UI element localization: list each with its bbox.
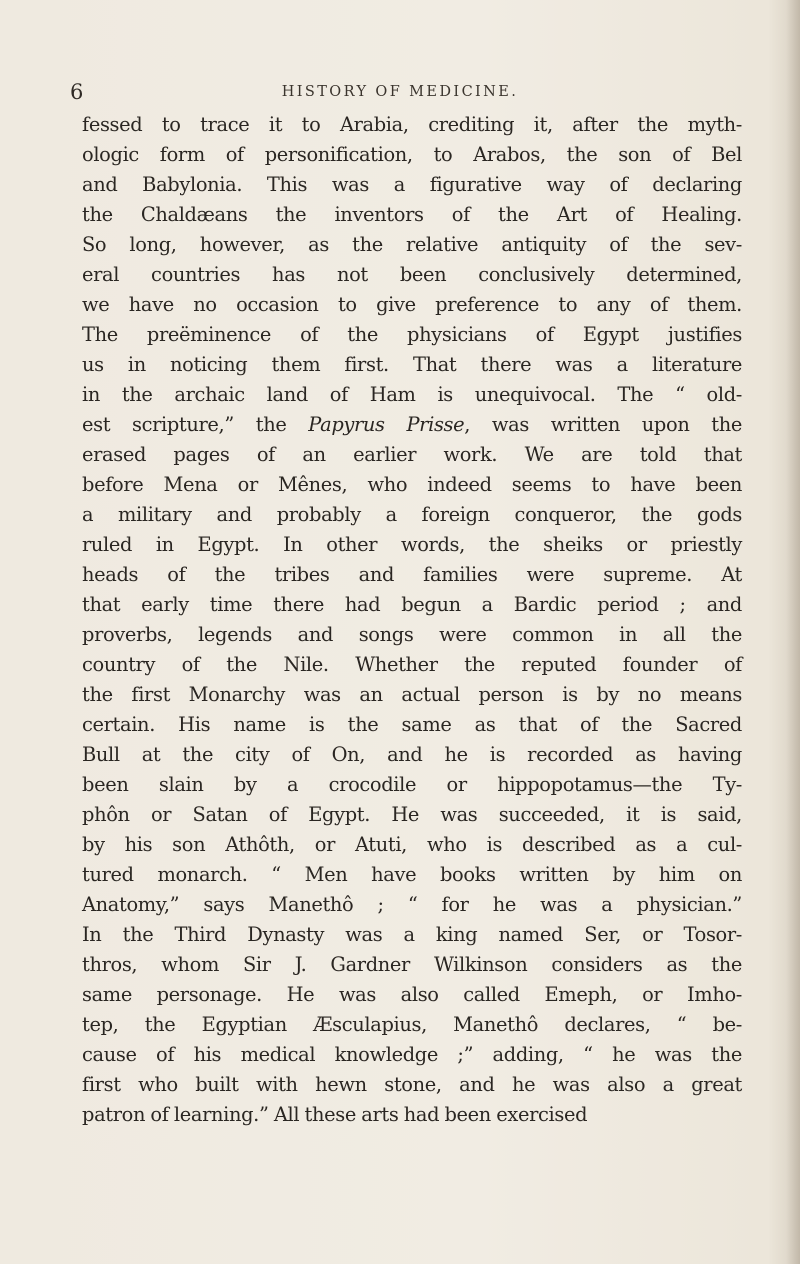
page-number: 6 bbox=[70, 80, 84, 104]
text-line: us in noticing them first. That there was a literature bbox=[82, 353, 742, 376]
text-line: tep, the Egyptian Æsculapius, Manethô declares, “ be- bbox=[82, 1013, 742, 1036]
text-line: that early time there had begun a Bardic period ; and bbox=[82, 593, 742, 616]
text-line: heads of the tribes and families were supreme. At bbox=[82, 563, 742, 586]
running-head bbox=[70, 80, 730, 104]
body-text bbox=[82, 110, 742, 1130]
text-line: a military and probably a foreign conqueror, the gods bbox=[82, 503, 742, 526]
text-line: tured monarch. “ Men have books written by him on bbox=[82, 863, 742, 886]
text-line: the first Monarchy was an actual person is by no means bbox=[82, 683, 742, 706]
text-line: country of the Nile. Whether the reputed founder of bbox=[82, 653, 742, 676]
page-edge-shadow bbox=[786, 0, 800, 1264]
text-line: same personage. He was also called Emeph, or Imho- bbox=[82, 983, 742, 1006]
text-line: Anatomy,” says Manethô ; “ for he was a physician.” bbox=[82, 893, 742, 916]
text-line: ruled in Egypt. In other words, the sheiks or priestly bbox=[82, 533, 742, 556]
text-line: ologic form of personification, to Arabos, the son of Bel bbox=[82, 143, 742, 166]
text-line: Bull at the city of On, and he is recorded as having bbox=[82, 743, 742, 766]
text-line: fessed to trace it to Arabia, crediting it, after the myth- bbox=[82, 113, 742, 136]
text-line: we have no occasion to give preference to any of them. bbox=[82, 293, 742, 316]
text-line: eral countries has not been conclusively determined, bbox=[82, 263, 742, 286]
text-line: In the Third Dynasty was a king named Ser, or Tosor- bbox=[82, 923, 742, 946]
text-segment: est scripture,” the bbox=[82, 413, 309, 436]
text-line: cause of his medical knowledge ;” adding, “ he was the bbox=[82, 1043, 742, 1066]
text-segment: , was written upon the bbox=[464, 413, 742, 436]
text-line-with-italic bbox=[82, 410, 742, 440]
text-line: proverbs, legends and songs were common in all the bbox=[82, 623, 742, 646]
text-line: thros, whom Sir J. Gardner Wilkinson considers as the bbox=[82, 953, 742, 976]
running-title: HISTORY OF MEDICINE. bbox=[281, 84, 519, 100]
text-line: the Chaldæans the inventors of the Art of Healing. bbox=[82, 203, 742, 226]
text-line: and Babylonia. This was a figurative way of declaring bbox=[82, 173, 742, 196]
text-line: phôn or Satan of Egypt. He was succeeded, it is said, bbox=[82, 803, 742, 826]
text-line: patron of learning.” All these arts had been exercised bbox=[82, 1103, 588, 1126]
italic-title-papyrus-prisse: Papyrus Prisse bbox=[308, 413, 465, 436]
text-line: erased pages of an earlier work. We are told that bbox=[82, 443, 742, 466]
text-line: So long, however, as the relative antiquity of the sev- bbox=[82, 233, 742, 256]
text-line: certain. His name is the same as that of the Sacred bbox=[82, 713, 742, 736]
text-line: been slain by a crocodile or hippopotamus—the Ty- bbox=[82, 773, 742, 796]
text-line: The preëminence of the physicians of Egypt justifies bbox=[82, 323, 742, 346]
text-line: by his son Athôth, or Atuti, who is described as a cul- bbox=[82, 833, 742, 856]
text-line: first who built with hewn stone, and he was also a great bbox=[82, 1073, 742, 1096]
text-line: in the archaic land of Ham is unequivocal. The “ old- bbox=[82, 383, 742, 406]
text-line: before Mena or Mênes, who indeed seems to have been bbox=[82, 473, 742, 496]
